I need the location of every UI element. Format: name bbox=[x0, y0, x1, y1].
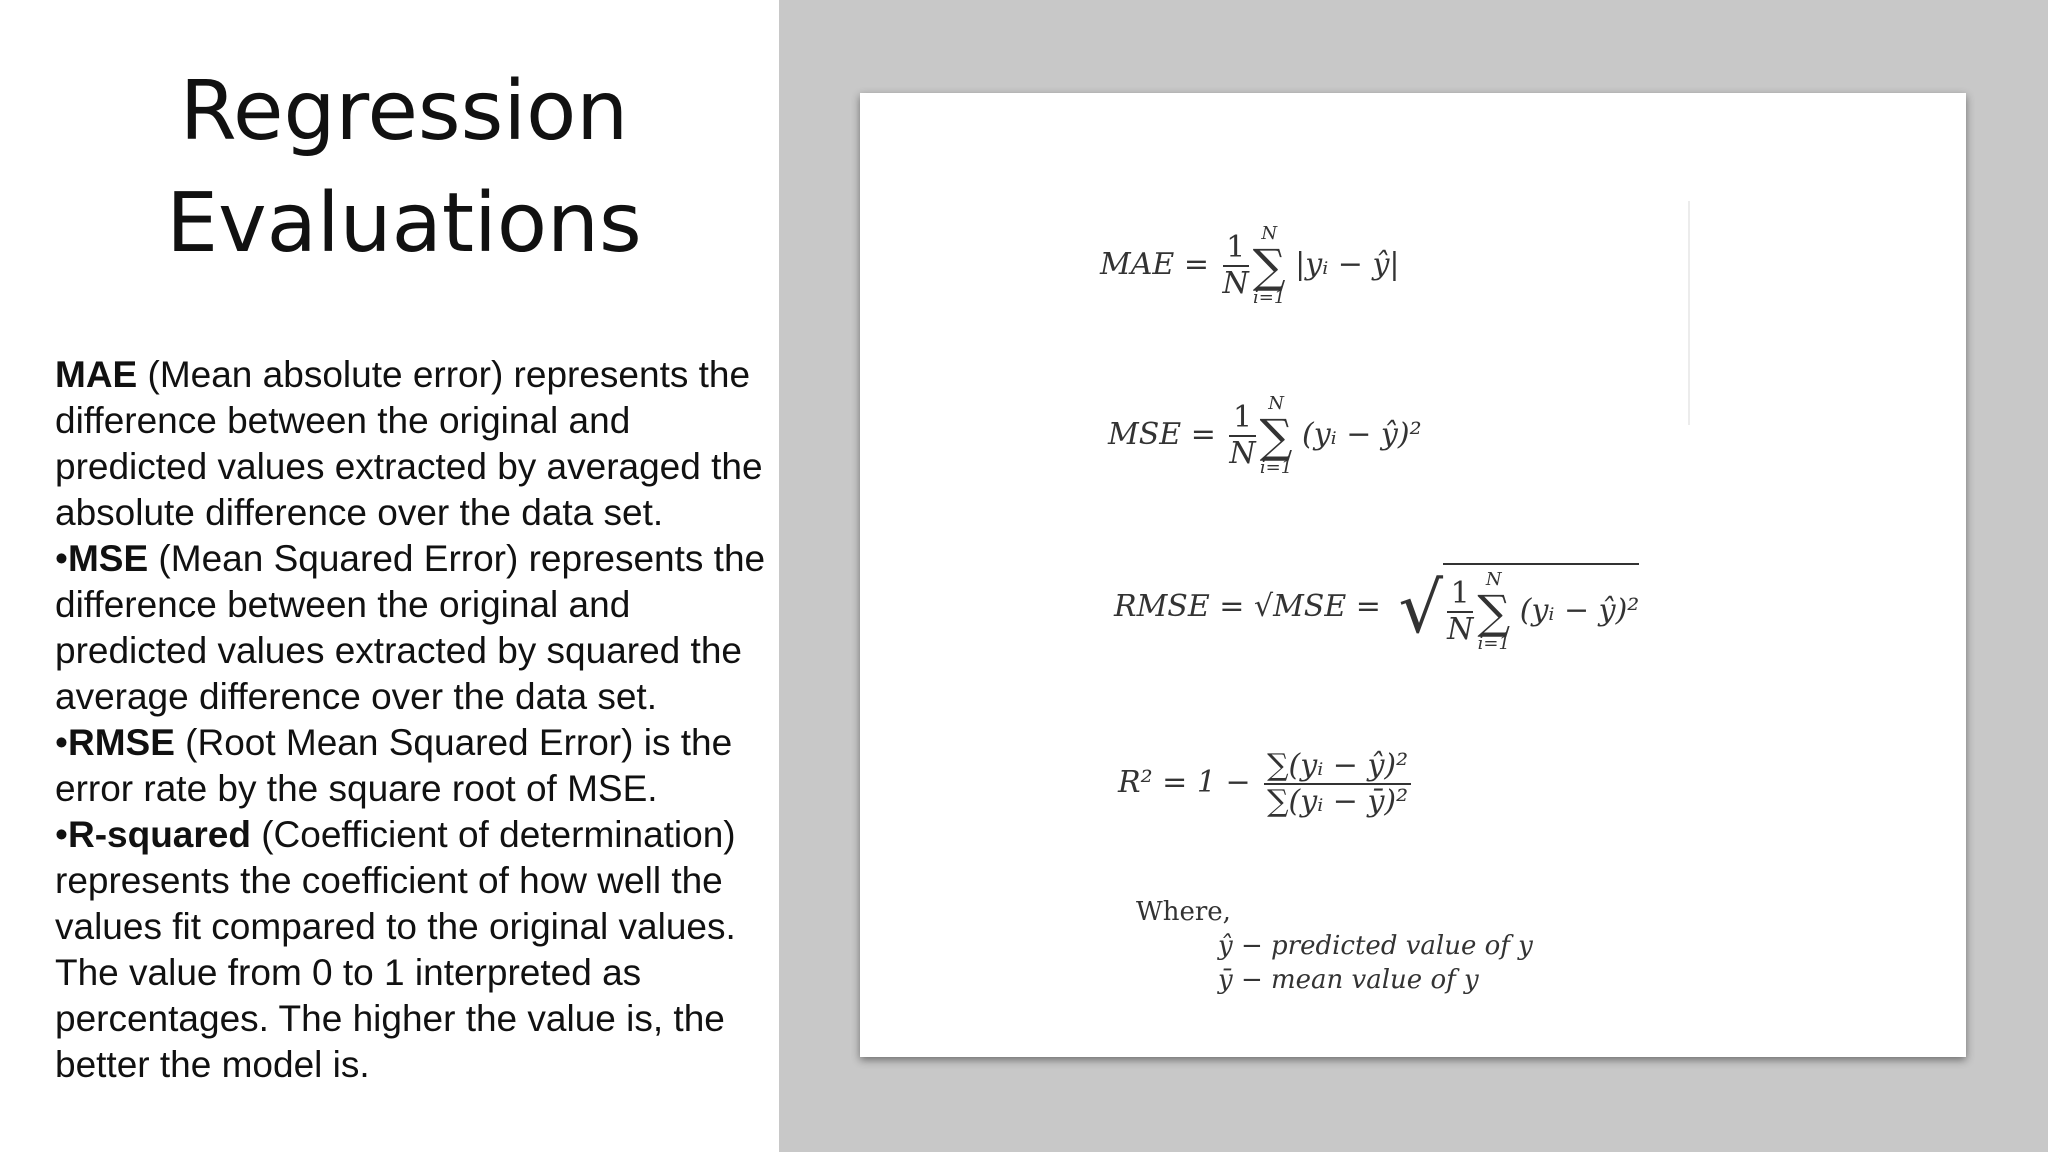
sigma-icon: ∑ bbox=[1477, 585, 1511, 639]
where-label: Where, bbox=[1136, 897, 1231, 927]
sigma-icon: ∑ bbox=[1259, 409, 1293, 463]
radical-icon: √ bbox=[1398, 567, 1444, 649]
desc-mae: (Mean absolute error) represents the difference between the original and predicted values extracted by averaged the absolute difference over the data set. bbox=[55, 354, 763, 533]
where-yhat: ŷ − predicted value of y bbox=[1218, 931, 1533, 961]
term-mae: MAE bbox=[55, 354, 138, 395]
title-line-1: Regression bbox=[179, 64, 629, 159]
mae-lhs: MAE = bbox=[1100, 247, 1209, 282]
sum-upper: N bbox=[1261, 223, 1278, 244]
denominator: N bbox=[1229, 436, 1256, 471]
radicand bbox=[1443, 563, 1639, 653]
paragraph-mae bbox=[55, 352, 775, 536]
fraction bbox=[1447, 577, 1473, 647]
term-r-squared: R-squared bbox=[67, 814, 251, 855]
slide-title bbox=[0, 56, 808, 280]
formula-mse bbox=[1108, 395, 1422, 477]
paragraph-rmse bbox=[55, 720, 775, 812]
summation bbox=[1477, 571, 1510, 653]
desc-r-squared: (Coefficient of determination) represents the coefficient of how well the values fit compared to the original values. The value from 0 to 1 interpreted as percentages. The higher the value is, the better the model is. bbox=[55, 814, 736, 1085]
bullet: • bbox=[55, 814, 68, 855]
formula-r-squared bbox=[1118, 749, 1415, 819]
sum-upper: N bbox=[1485, 569, 1502, 590]
denominator: N bbox=[1447, 612, 1474, 647]
r2-denominator: ∑(yᵢ − ȳ)² bbox=[1267, 784, 1409, 819]
desc-mse: (Mean Squared Error) represents the difference between the original and predicted values extracted by squared the average difference over the data set. bbox=[55, 538, 766, 717]
fraction bbox=[1229, 401, 1255, 471]
desc-rmse: (Root Mean Squared Error) is the error rate by the square root of MSE. bbox=[55, 722, 733, 809]
numerator: 1 bbox=[1229, 401, 1255, 437]
bullet: • bbox=[55, 538, 68, 579]
sigma-icon: ∑ bbox=[1252, 239, 1286, 293]
denominator: N bbox=[1222, 266, 1249, 301]
sum-upper: N bbox=[1268, 393, 1284, 414]
rmse-term: (yᵢ − ŷ)² bbox=[1519, 593, 1640, 628]
formula-mae bbox=[1100, 225, 1400, 307]
slide-body bbox=[55, 352, 775, 1088]
mae-term: |yᵢ − ŷ| bbox=[1295, 247, 1400, 282]
term-rmse: RMSE bbox=[67, 722, 175, 763]
numerator: 1 bbox=[1223, 231, 1249, 267]
paragraph-r-squared bbox=[55, 812, 775, 1088]
mse-term: (yᵢ − ŷ)² bbox=[1302, 417, 1422, 452]
summation bbox=[1253, 225, 1286, 307]
fraction bbox=[1223, 231, 1249, 301]
summation bbox=[1260, 395, 1293, 477]
where-legend bbox=[1136, 895, 1533, 997]
numerator: 1 bbox=[1447, 577, 1473, 613]
mse-lhs: MSE = bbox=[1108, 417, 1216, 452]
where-ybar: ȳ − mean value of y bbox=[1218, 965, 1479, 995]
paragraph-mse bbox=[55, 536, 775, 720]
r2-lhs: R² = 1 − bbox=[1118, 765, 1251, 800]
title-line-2: Evaluations bbox=[166, 176, 642, 271]
r2-numerator: ∑(yᵢ − ŷ)² bbox=[1264, 749, 1411, 785]
sum-lower: i=1 bbox=[1259, 457, 1293, 478]
divider-line bbox=[1688, 201, 1690, 425]
formula-image bbox=[860, 93, 1966, 1057]
formula-rmse bbox=[1114, 563, 1639, 653]
fraction bbox=[1264, 749, 1411, 819]
sum-lower: i=1 bbox=[1253, 287, 1286, 308]
rmse-lhs: RMSE = √MSE = bbox=[1114, 589, 1381, 624]
bullet: • bbox=[55, 722, 68, 763]
sum-lower: i=1 bbox=[1477, 633, 1510, 654]
term-mse: MSE bbox=[67, 538, 149, 579]
